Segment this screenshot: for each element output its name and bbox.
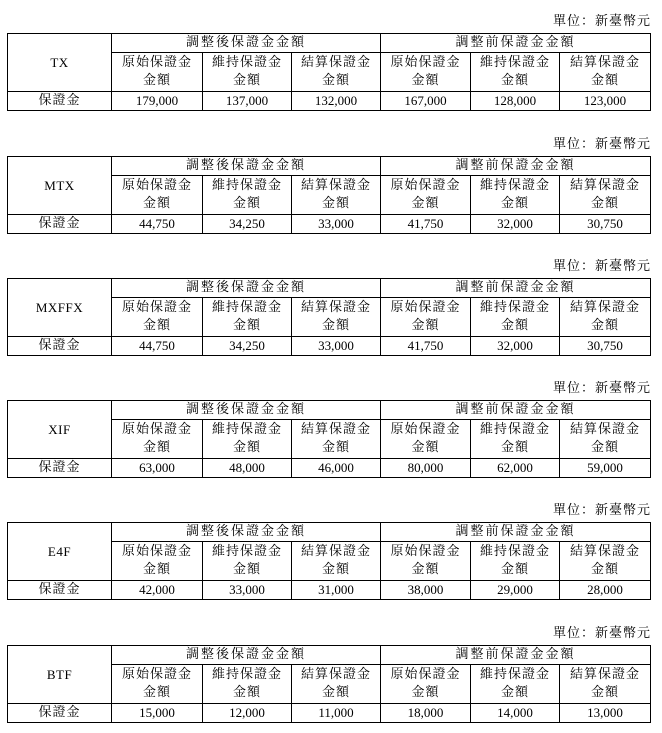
row-label: 保證金 [8,337,112,356]
unit-label: 單位：新臺幣元 [552,137,651,152]
group-header-before: 調整前保證金金額 [381,34,651,53]
column-header-line1: 原始保證金 [390,55,461,70]
column-header-line1: 原始保證金 [121,422,192,437]
column-header-line1: 結算保證金 [570,667,641,682]
column-header-line1: 結算保證金 [570,544,641,559]
column-header-line2: 金額 [411,562,440,577]
margin-value: 12,000 [203,704,292,723]
column-header-line1: 原始保證金 [121,544,192,559]
margin-value: 32,000 [471,215,560,234]
column-header [560,53,651,92]
unit-label: 單位：新臺幣元 [552,626,651,641]
column-header [471,176,560,215]
column-header-line1: 結算保證金 [301,300,372,315]
unit-label: 單位：新臺幣元 [552,503,651,518]
margin-value: 34,250 [203,215,292,234]
column-header-line2: 金額 [142,73,171,88]
column-header-line1: 維持保證金 [480,178,551,193]
column-header-line1: 結算保證金 [570,178,641,193]
column-header-line2: 金額 [322,318,351,333]
column-header [292,420,381,459]
group-header-after: 調整後保證金金額 [112,157,381,176]
column-header-line1: 結算保證金 [301,178,372,193]
column-header-line2: 金額 [322,685,351,700]
column-header-line2: 金額 [591,440,620,455]
margin-value: 11,000 [292,704,381,723]
column-header-line1: 維持保證金 [480,55,551,70]
column-header-line2: 金額 [232,73,261,88]
margin-value: 132,000 [292,92,381,111]
column-header [471,665,560,704]
column-header-line1: 結算保證金 [301,422,372,437]
column-header [381,176,471,215]
column-header-line2: 金額 [591,196,620,211]
table-row [8,92,651,111]
group-header-after: 調整後保證金金額 [112,646,381,665]
column-header [381,542,471,581]
column-header-line1: 原始保證金 [390,544,461,559]
column-header-line2: 金額 [591,562,620,577]
margin-value: 167,000 [381,92,471,111]
margin-value: 31,000 [292,581,381,600]
column-header [560,665,651,704]
margin-table [7,522,651,600]
column-header-line2: 金額 [591,73,620,88]
column-header-line1: 結算保證金 [570,422,641,437]
margin-value: 44,750 [112,337,203,356]
column-header-line1: 維持保證金 [480,667,551,682]
column-header-line2: 金額 [501,685,530,700]
margin-value: 128,000 [471,92,560,111]
margin-value: 28,000 [560,581,651,600]
column-header-line1: 原始保證金 [121,178,192,193]
column-header-line2: 金額 [591,318,620,333]
column-header-line1: 原始保證金 [390,667,461,682]
column-header [112,420,203,459]
group-header-after: 調整後保證金金額 [112,401,381,420]
margin-value: 62,000 [471,459,560,478]
column-header-line2: 金額 [322,196,351,211]
margin-value: 13,000 [560,704,651,723]
unit-label: 單位：新臺幣元 [552,381,651,396]
table-row [8,337,651,356]
product-code: XIF [8,401,112,459]
margin-value: 63,000 [112,459,203,478]
column-header [112,542,203,581]
group-header-before: 調整前保證金金額 [381,523,651,542]
column-header-line1: 結算保證金 [301,544,372,559]
column-header [381,298,471,337]
margin-value: 38,000 [381,581,471,600]
margin-value: 14,000 [471,704,560,723]
column-header-line2: 金額 [411,440,440,455]
margin-value: 123,000 [560,92,651,111]
column-header-line2: 金額 [142,440,171,455]
column-header-line1: 結算保證金 [301,667,372,682]
column-header-line1: 維持保證金 [480,300,551,315]
margin-value: 32,000 [471,337,560,356]
column-header [203,176,292,215]
group-header-before: 調整前保證金金額 [381,401,651,420]
table-row [8,704,651,723]
group-header-after: 調整後保證金金額 [112,279,381,298]
column-header-line2: 金額 [322,562,351,577]
column-header-line2: 金額 [142,196,171,211]
column-header [292,298,381,337]
column-header-line1: 結算保證金 [570,55,641,70]
column-header-line2: 金額 [142,318,171,333]
column-header-line1: 維持保證金 [211,422,282,437]
column-header-line1: 維持保證金 [211,55,282,70]
margin-value: 30,750 [560,215,651,234]
unit-label: 單位：新臺幣元 [552,259,651,274]
column-header-line2: 金額 [232,562,261,577]
column-header-line1: 結算保證金 [570,300,641,315]
group-header-after: 調整後保證金金額 [112,523,381,542]
column-header-line2: 金額 [322,73,351,88]
column-header [292,176,381,215]
margin-value: 33,000 [292,215,381,234]
column-header [203,542,292,581]
margin-value: 41,750 [381,337,471,356]
column-header-line2: 金額 [591,685,620,700]
column-header-line2: 金額 [232,196,261,211]
column-header-line1: 維持保證金 [211,300,282,315]
column-header [112,665,203,704]
column-header [471,298,560,337]
column-header [292,665,381,704]
column-header-line2: 金額 [501,440,530,455]
margin-value: 33,000 [292,337,381,356]
margin-value: 15,000 [112,704,203,723]
column-header-line2: 金額 [232,440,261,455]
margin-value: 48,000 [203,459,292,478]
group-header-after: 調整後保證金金額 [112,34,381,53]
column-header-line2: 金額 [411,685,440,700]
column-header [381,420,471,459]
column-header-line1: 原始保證金 [390,422,461,437]
column-header [381,53,471,92]
margin-value: 137,000 [203,92,292,111]
column-header-line1: 原始保證金 [121,55,192,70]
unit-label: 單位：新臺幣元 [552,14,651,29]
column-header [560,420,651,459]
margin-value: 33,000 [203,581,292,600]
column-header-line2: 金額 [501,562,530,577]
column-header [112,298,203,337]
product-code: MTX [8,157,112,215]
margin-value: 18,000 [381,704,471,723]
column-header [112,176,203,215]
row-label: 保證金 [8,215,112,234]
margin-value: 34,250 [203,337,292,356]
column-header-line2: 金額 [501,73,530,88]
column-header-line2: 金額 [501,196,530,211]
column-header [471,542,560,581]
margin-table [7,645,651,723]
column-header [203,53,292,92]
column-header [292,542,381,581]
column-header-line1: 原始保證金 [121,300,192,315]
row-label: 保證金 [8,92,112,111]
column-header [381,665,471,704]
margin-table [7,156,651,234]
column-header [292,53,381,92]
group-header-before: 調整前保證金金額 [381,279,651,298]
table-row [8,459,651,478]
column-header [203,665,292,704]
column-header-line2: 金額 [232,318,261,333]
group-header-before: 調整前保證金金額 [381,646,651,665]
margin-value: 59,000 [560,459,651,478]
margin-value: 30,750 [560,337,651,356]
margin-value: 80,000 [381,459,471,478]
product-code: TX [8,34,112,92]
column-header-line2: 金額 [232,685,261,700]
margin-table [7,278,651,356]
column-header [560,298,651,337]
column-header-line2: 金額 [411,73,440,88]
margin-value: 46,000 [292,459,381,478]
column-header-line1: 維持保證金 [480,544,551,559]
margin-value: 42,000 [112,581,203,600]
column-header-line2: 金額 [501,318,530,333]
column-header-line1: 維持保證金 [480,422,551,437]
margin-table [7,33,651,111]
column-header-line1: 維持保證金 [211,667,282,682]
column-header-line2: 金額 [142,685,171,700]
product-code: MXFFX [8,279,112,337]
column-header-line1: 維持保證金 [211,544,282,559]
margin-value: 179,000 [112,92,203,111]
product-code: E4F [8,523,112,581]
margin-value: 41,750 [381,215,471,234]
column-header [471,53,560,92]
column-header [203,420,292,459]
column-header-line2: 金額 [322,440,351,455]
column-header-line1: 原始保證金 [390,300,461,315]
column-header-line2: 金額 [142,562,171,577]
column-header-line2: 金額 [411,196,440,211]
row-label: 保證金 [8,459,112,478]
column-header-line2: 金額 [411,318,440,333]
group-header-before: 調整前保證金金額 [381,157,651,176]
column-header [560,176,651,215]
column-header [112,53,203,92]
row-label: 保證金 [8,704,112,723]
column-header [203,298,292,337]
table-row [8,215,651,234]
margin-table [7,400,651,478]
column-header-line1: 原始保證金 [121,667,192,682]
table-row [8,581,651,600]
column-header [471,420,560,459]
column-header-line1: 結算保證金 [301,55,372,70]
margin-value: 44,750 [112,215,203,234]
column-header-line1: 維持保證金 [211,178,282,193]
row-label: 保證金 [8,581,112,600]
column-header [560,542,651,581]
product-code: BTF [8,646,112,704]
margin-value: 29,000 [471,581,560,600]
column-header-line1: 原始保證金 [390,178,461,193]
